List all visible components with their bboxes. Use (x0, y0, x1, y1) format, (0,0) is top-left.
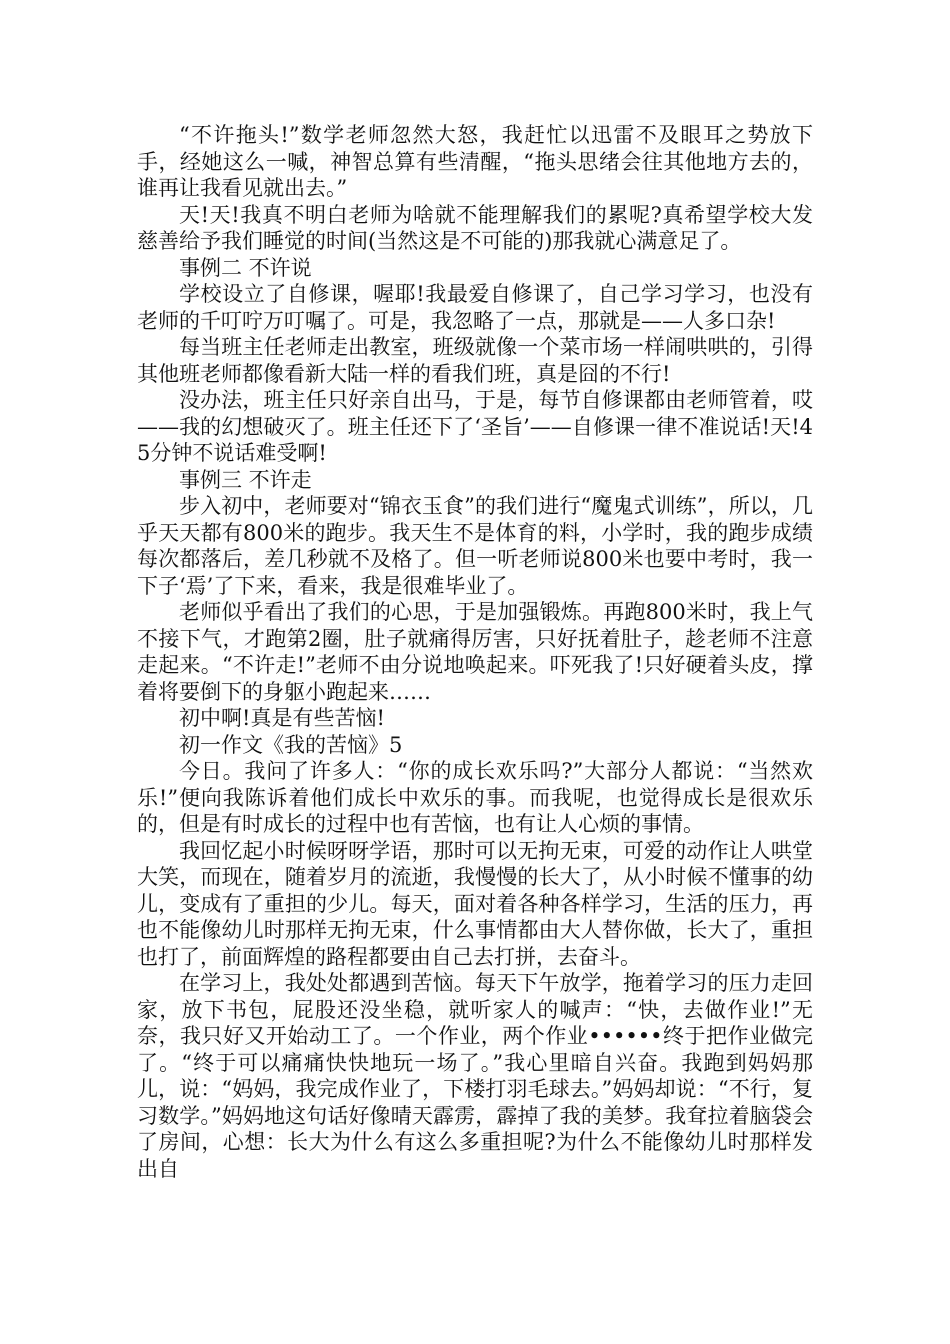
paragraph: 每当班主任老师走出教室，班级就像一个菜市场一样闹哄哄的，引得其他班老师都像看新大陆一样的看我们班，真是囧的不行! (137, 335, 813, 386)
paragraph: 在学习上，我处处都遇到苦恼。每天下午放学，拖着学习的压力走回家，放下书包，屁股还没坐稳，就听家人的喊声：“快，去做作业!”无奈，我只好又开始动工了。一个作业，两个作业••••••终于把作业做完了。“终于可以痛痛快快地玩一场了。”我心里暗自兴奋。我跑到妈妈那儿，说：“妈妈，我完成作业了，下楼打羽毛球去。”妈妈却说：“不行，复习数学。”妈妈地这句话好像晴天霹雳，霹掉了我的美梦。我耷拉着脑袋会了房间，心想：长大为什么有这么多重担呢?为什么不能像幼儿时那样发出自 (137, 971, 813, 1181)
paragraph: 我回忆起小时候呀呀学语，那时可以无拘无束，可爱的动作让人哄堂大笑，而现在，随着岁月的流逝，我慢慢的长大了，从小时候不懂事的幼儿，变成有了重担的少儿。每天，面对着各种各样学习，生活的压力，再也不能像幼儿时那样无拘无束，什么事情都由大人替你做，长大了，重担也打了，前面辉煌的路程都要由自己去打拼，去奋斗。 (137, 838, 813, 969)
paragraph: 步入初中，老师要对“锦衣玉食”的我们进行“魔鬼式训练”，所以，几乎天天都有800米的跑步。我天生不是体育的料，小学时，我的跑步成绩每次都落后，差几秒就不及格了。但一听老师说800米也要中考时，我一下子‘焉’了下来，看来，我是很难毕业了。 (137, 494, 813, 598)
paragraph: 今日。我问了许多人：“你的成长欢乐吗?”大部分人都说：“当然欢乐!”便向我陈诉着他们成长中欢乐的事。而我呢，也觉得成长是很欢乐的，但是有时成长的过程中也有苦恼，也有让人心烦的事情。 (137, 759, 813, 836)
paragraph: 老师似乎看出了我们的心思，于是加强锻炼。再跑800米时，我上气不接下气，才跑第2圈，肚子就痛得厉害，只好抚着肚子，趁老师不注意走起来。“不许走!”老师不由分说地唤起来。吓死我了!只好硬着头皮，撑着将要倒下的身躯小跑起来…… (137, 600, 813, 704)
paragraph: 学校设立了自修课，喔耶!我最爱自修课了，自己学习学习，也没有老师的千叮咛万叮嘱了。可是，我忽略了一点，那就是——人多口杂! (137, 282, 813, 333)
document-body (137, 122, 813, 1182)
paragraph: 没办法，班主任只好亲自出马，于是，每节自修课都由老师管着，哎——我的幻想破灭了。班主任还下了‘圣旨’——自修课一律不准说话!天!45分钟不说话难受啊! (137, 388, 813, 465)
section-heading: 事例三 不许走 (179, 467, 312, 492)
section-heading: 事例二 不许说 (179, 255, 312, 280)
paragraph: 初中啊!真是有些苦恼! (179, 706, 385, 730)
paragraph: “不许拖头!”数学老师忽然大怒，我赶忙以迅雷不及眼耳之势放下手，经她这么一喊，神智总算有些清醒，“拖头思绪会往其他地方去的，谁再让我看见就出去。” (137, 123, 813, 200)
paragraph: 天!天!我真不明白老师为啥就不能理解我们的累呢?真希望学校大发慈善给予我们睡觉的时间(当然这是不可能的)那我就心满意足了。 (137, 202, 813, 253)
essay-title: 初一作文《我的苦恼》5 (179, 732, 403, 757)
